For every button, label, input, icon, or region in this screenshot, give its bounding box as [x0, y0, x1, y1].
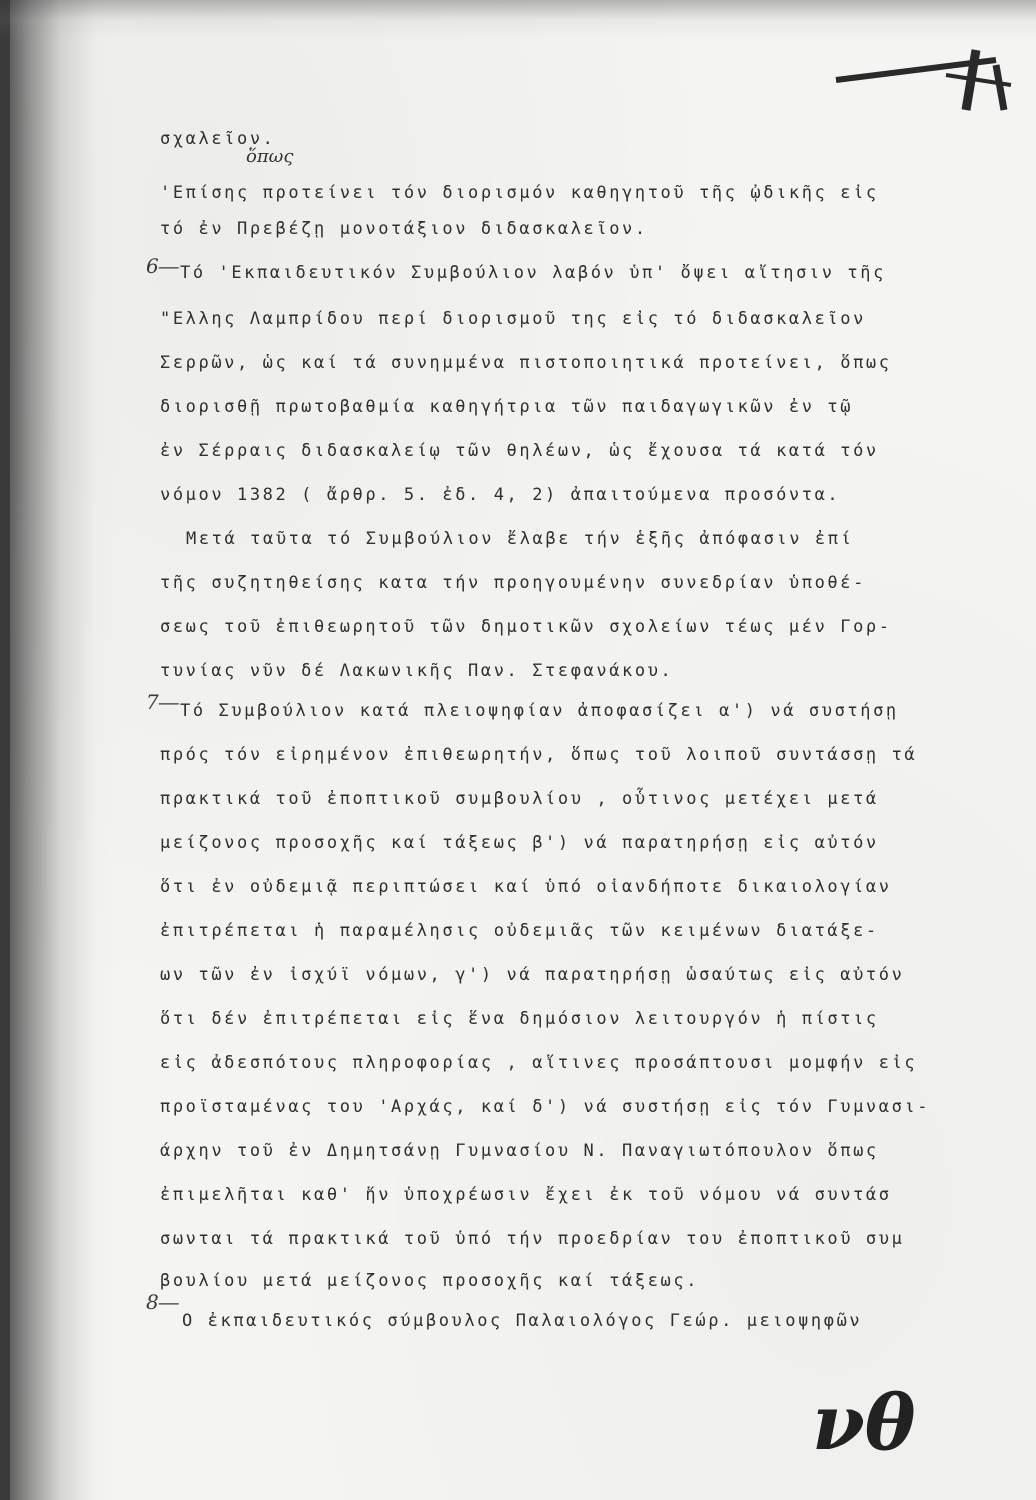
text-line: ἐπιτρέπεται ἡ παραμέλησις οὐδεμιᾶς τῶν κειμένων διατάξε- [160, 921, 879, 941]
text-line: ὅτι δέν ἐπιτρέπεται εἰς ἕνα δημόσιον λειτουργόν ἡ πίστις [160, 1009, 879, 1029]
text-line: τό ἐν Πρεβέζῃ μονοτάξιον διδασκαλεῖον. [160, 219, 648, 239]
scan-shadow-left [0, 0, 120, 1500]
text-line: Σερρῶν, ὡς καί τά συνημμένα πιστοποιητικά προτείνει, ὅπως [160, 353, 892, 373]
text-line: τῆς συζητηθείσης κατα τήν προηγουμένην συνεδρίαν ὑποθέ- [160, 573, 866, 593]
margin-number-6: 6― [146, 254, 179, 278]
interlinear-correction: ὅπως [246, 146, 294, 167]
text-line: σωνται τά πρακτικά τοῦ ὑπό τήν προεδρίαν του ἐποπτικοῦ συμ [160, 1229, 905, 1249]
corner-scribble-icon [826, 40, 1016, 120]
text-line: άρχην τοῦ ἐν Δημητσάνῃ Γυμνασίου Ν. Παναγιωτόπουλον ὅπως [160, 1141, 879, 1161]
margin-number-7: 7― [146, 690, 179, 714]
scan-edge-left [0, 0, 10, 1500]
text-line: ων τῶν ἐν ἰσχύϊ νόμων, γ') νά παρατηρήσῃ ὡσαύτως εἰς αὐτόν [160, 965, 905, 985]
text-line: τυνίας νῦν δέ Λακωνικῆς Παν. Στεφανάκου. [160, 661, 674, 681]
text-line: πρός τόν εἰρημένον ἐπιθεωρητήν, ὅπως τοῦ λοιποῦ συντάσσῃ τά [160, 745, 918, 765]
text-line: ἐν Σέρραις διδασκαλείῳ τῶν θηλέων, ὡς ἔχουσα τά κατά τόν [160, 441, 879, 461]
text-line: εἰς ἀδεσπότους πληροφορίας , αἵτινες προσάπτουσι μομφήν εἰς [160, 1053, 918, 1073]
text-line: βουλίου μετά μείζονος προσοχῆς καί τάξεως. [160, 1271, 700, 1291]
text-line: 'Επίσης προτείνει τόν διορισμόν καθηγητοῦ τῆς ᾠδικῆς εἰς [160, 183, 879, 203]
text-line: προϊσταμένας του 'Αρχάς, καί δ') νά συστήσῃ εἰς τόν Γυμνασι- [160, 1097, 931, 1117]
page-mark: νθ [812, 1378, 916, 1467]
text-line: Μετά ταῦτα τό Συμβούλιον ἔλαβε τήν ἑξῆς ἀπόφασιν ἐπί [186, 529, 854, 549]
text-line: "Ελλης Λαμπρίδου περί διορισμοῦ της εἰς τό διδασκαλεῖον [160, 309, 866, 329]
text-line: νόμον 1382 ( ἄρθρ. 5. ἐδ. 4, 2) ἀπαιτούμενα προσόντα. [160, 485, 841, 505]
text-line: Τό Συμβούλιον κατά πλειοψηφίαν ἀποφασίζει α') νά συστήσῃ [180, 701, 899, 721]
scan-shadow-top [0, 0, 1036, 40]
text-line: Τό 'Εκπαιδευτικόν Συμβούλιον λαβόν ὑπ' ὄψει αἴτησιν τῆς [180, 263, 886, 283]
text-line: Ο ἐκπαιδευτικός σύμβουλος Παλαιολόγος Γεώρ. μειοψηφῶν [182, 1311, 863, 1331]
margin-number-8: 8― [146, 1290, 179, 1314]
text-line: ὅτι ἐν οὐδεμιᾷ περιπτώσει καί ὑπό οἱανδήποτε δικαιολογίαν [160, 877, 892, 897]
text-line: σχαλεῖον. [160, 129, 276, 149]
text-line: σεως τοῦ ἐπιθεωρητοῦ τῶν δημοτικῶν σχολείων τέως μέν Γορ- [160, 617, 892, 637]
text-line: διορισθῇ πρωτοβαθμία καθηγήτρια τῶν παιδαγωγικῶν ἐν τῷ [160, 397, 854, 417]
text-line: ἐπιμελῆται καθ' ἥν ὑποχρέωσιν ἔχει ἐκ τοῦ νόμου νά συντάσ [160, 1185, 892, 1205]
text-line: πρακτικά τοῦ ἐποπτικοῦ συμβουλίου , οὗτινος μετέχει μετά [160, 789, 879, 809]
text-line: μείζονος προσοχῆς καί τάξεως β') νά παρατηρήσῃ εἰς αὐτόν [160, 833, 879, 853]
